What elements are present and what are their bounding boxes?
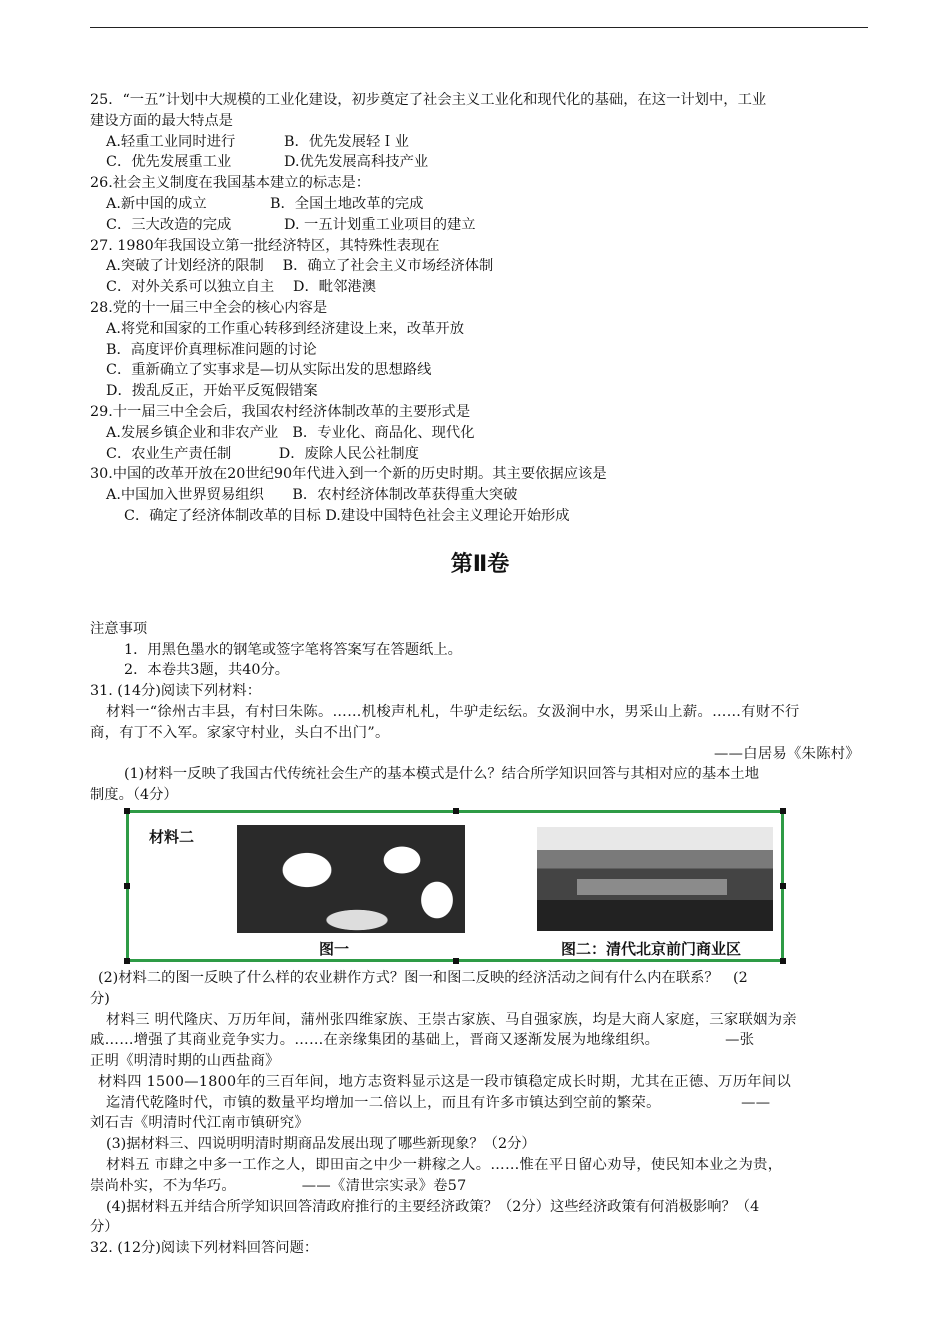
header-rule [90,27,868,28]
q28-option-d: D．拨乱反正，开始平反冤假错案 [106,383,318,400]
q31-part1-line1: (1)材料一反映了我国古代传统社会生产的基本模式是什么？结合所学知识回答与其相对应的基本土地 [124,766,760,783]
q31-part2-line1: (2)材料二的图一反映了什么样的农业耕作方式？图一和图二反映的经济活动之间有什么内在联系？ (2 [98,969,748,986]
qianmen-street-image [537,827,773,931]
q31-part4-line1: (4)据材料五并结合所学知识回答清政府推行的主要经济政策？（2分）这些经济政策有何消极影响？（4 [106,1198,760,1215]
q31-material5-line1: 材料五 市肆之中多一工作之人，即田亩之中少一耕稼之人。……惟在平日留心劝导，使民知本业之为贵， [106,1157,783,1174]
q29-stem: 29.十一届三中全会后，我国农村经济体制改革的主要形式是 [90,403,471,420]
q25-option-c: C．优先发展重工业 [106,154,232,171]
resize-handle-ml[interactable] [124,883,130,889]
q30-options-ab: A.中国加入世界贸易组织 B．农村经济体制改革获得重大突破 [106,487,518,504]
q31-material3-line1: 材料三 明代隆庆、万历年间，蒲州张四维家族、王崇古家族、马自强家族，均是大商人家庭，三家联姻为亲 [106,1011,797,1028]
q28-stem: 28.党的十一届三中全会的核心内容是 [90,299,328,316]
q25-options-cd [90,152,870,173]
q25-stem-line1: 25．“一五”计划中大规模的工业化建设，初步奠定了社会主义工业化和现代化的基础，在这一计划中，工业 [90,92,767,108]
q31-material1-source: ——白居易《朱陈村》 [714,745,860,762]
resize-handle-br[interactable] [780,958,786,964]
q26-options-cd [90,215,870,236]
resize-handle-tr[interactable] [780,808,786,814]
q29-options-cd: C．农业生产责任制 D．废除人民公社制度 [106,445,419,462]
notice-item-2: 2．本卷共3题，共40分。 [124,662,290,679]
q31-material4-line2: 迄清代乾隆时代，市镇的数量平均增加一二倍以上，而且有许多市镇达到空前的繁荣。 —— [106,1094,771,1111]
q25-option-a: A.轻重工业同时进行 [106,133,236,150]
q25-option-d: D.优先发展高科技产业 [284,154,429,171]
q30-stem: 30.中国的改革开放在20世纪90年代进入到一个新的历史时期。其主要依据应该是 [90,466,607,483]
fig2-caption: 图二：清代北京前门商业区 [561,939,742,958]
resize-handle-mr[interactable] [780,883,786,889]
q26-options-ab [90,194,870,215]
q26-option-d: D. 一五计划重工业项目的建立 [284,216,476,233]
notice-heading: 注意事项 [90,620,148,637]
q25-options-ab [90,132,870,153]
q28-option-a: A.将党和国家的工作重心转移到经济建设上来，改革开放 [106,320,464,337]
q32-stem: 32. (12分)阅读下列材料回答问题： [90,1240,319,1257]
material2-figure[interactable] [126,810,784,962]
q29-options-ab: A.发展乡镇企业和非农产业 B．专业化、商品化、现代化 [106,424,475,441]
q26-option-a: A.新中国的成立 [106,195,207,212]
q30-options-cd: C．确定了经济体制改革的目标 D.建设中国特色社会主义理论开始形成 [124,507,570,524]
q31-stem: 31. (14分)阅读下列材料： [90,683,262,700]
q26-option-c: C．三大改造的完成 [106,216,232,233]
q26-stem: 26.社会主义制度在我国基本建立的标志是： [90,175,371,192]
q31-material1-line1: 材料一“徐州古丰县，有村曰朱陈。……机梭声札札，牛驴走纭纭。女汲涧中水，男采山上薪。……有财不行 [106,703,800,720]
q31-material4-source: 刘石吉《明清时代江南市镇研究》 [90,1115,309,1132]
q31-part1-line2: 制度。（4分） [90,787,178,804]
q25-option-b: B．优先发展轻Ｉ业 [284,133,409,150]
resize-handle-bm[interactable] [453,958,459,964]
exam-page [90,90,870,1259]
q26-option-b: B．全国土地改革的完成 [270,195,424,212]
q31-material3-line2: 戚……增强了其商业竞争实力。……在亲缘集团的基础上，晋商又逐渐发展为地缘组织。 —张 [90,1032,755,1049]
q28-option-b: B．高度评价真理标准问题的讨论 [106,341,317,358]
q31-part3: (3)据材料三、四说明明清时期商品发展出现了哪些新现象？（2分） [106,1136,536,1153]
ox-plough-image [237,825,465,933]
resize-handle-bl[interactable] [124,958,130,964]
q27-stem: 27. 1980年我国设立第一批经济特区，其特殊性表现在 [90,237,440,254]
q31-part2-line2: 分) [90,990,110,1007]
resize-handle-tl[interactable] [124,808,130,814]
material2-tag: 材料二 [149,827,195,846]
q31-part4-line2: 分） [90,1219,119,1236]
q31-material3-source: 正明《明清时期的山西盐商》 [90,1053,280,1070]
q28-option-c: C．重新确立了实事求是—切从实际出发的思想路线 [106,362,432,379]
q31-material5-line2: 崇尚朴实，不为华巧。 ——《清世宗实录》卷57 [90,1177,467,1194]
q31-material1-line2: 商，有丁不入军。家家守村业，头白不出门”。 [90,724,390,741]
q31-material4-line1: 材料四 1500—1800年的三百年间，地方志资料显示这是一段市镇稳定成长时期，尤其在正德、万历年间以 [98,1073,792,1090]
resize-handle-tm[interactable] [453,808,459,814]
q27-options-ab: A.突破了计划经济的限制 B．确立了社会主义市场经济体制 [106,258,494,275]
notice-item-1: 1．用黑色墨水的钢笔或签字笔将答案写在答题纸上。 [124,641,462,658]
section-title: 第Ⅱ卷 [450,551,510,577]
q27-options-cd: C．对外关系可以独立自主 D．毗邻港澳 [106,279,376,296]
fig1-caption: 图一 [319,939,350,958]
q25-stem-line2: 建设方面的最大特点是 [90,112,233,129]
